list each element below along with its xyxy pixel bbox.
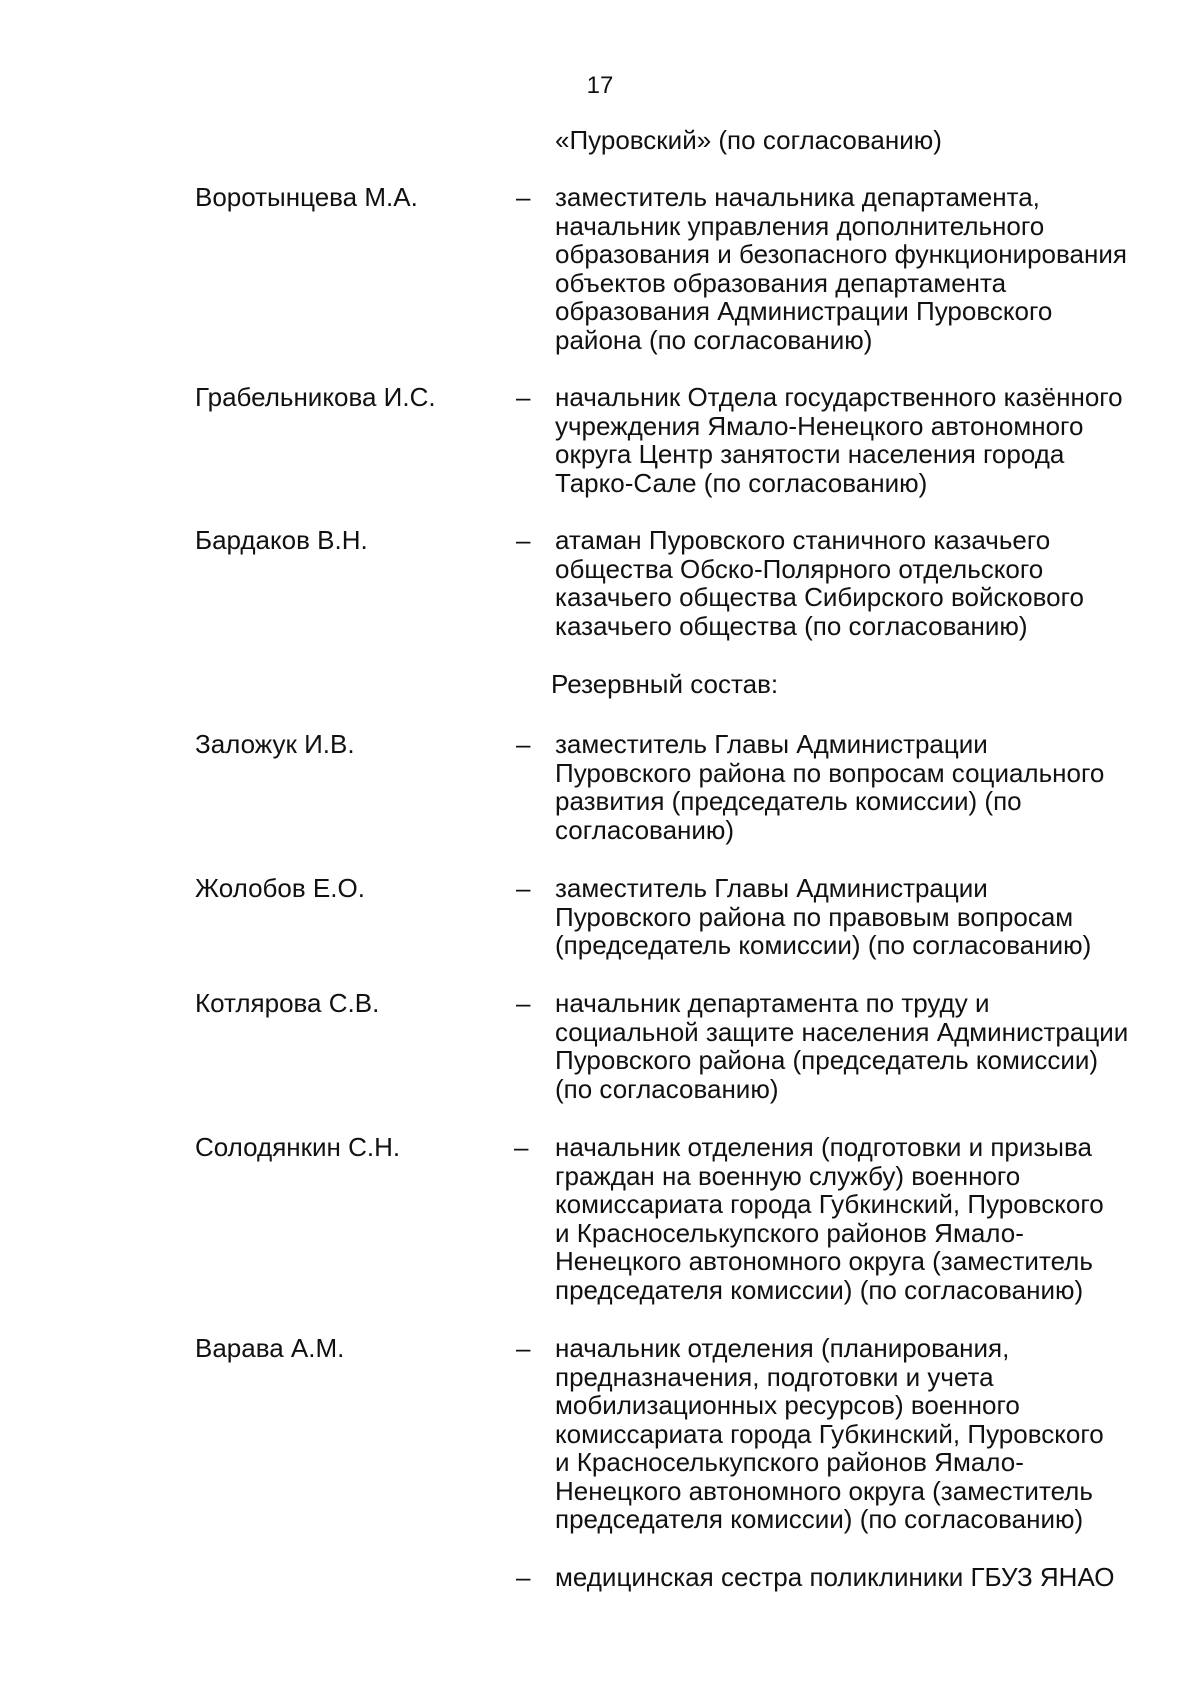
dash: – [516,182,531,212]
member-description: заместитель начальника департамента, начальник управления дополнительного образования и безопасного функционирования объектов образования департамента образования Администрации Пуровского района (по согласованию) [555,182,1127,355]
member-name: Солодянкин С.Н. [195,1132,401,1162]
member-name: Заложук И.В. [195,729,355,759]
member-description: заместитель Главы Администрации Пуровского района по правовым вопросам (председатель комиссии) (по согласованию) [555,873,1092,960]
member-description: медицинская сестра поликлиники ГБУЗ ЯНАО [555,1562,1115,1592]
member-name: Котлярова С.В. [195,988,380,1018]
dash: – [516,873,531,903]
member-description: начальник отделения (планирования, предназначения, подготовки и учета мобилизационных ресурсов) военного комиссариата города Губкинский, Пуровского и Красноселькупского районов Ямало- Ненецкого автономного округа (заместитель председателя комиссии) (по согласованию) [555,1333,1104,1534]
member-name: Грабельникова И.С. [195,382,436,412]
continuation-text: «Пуровский» (по согласованию) [555,125,942,155]
dash: – [516,1333,531,1363]
dash: – [516,988,531,1018]
dash: – [516,525,531,555]
dash: – [516,1562,531,1592]
member-description: начальник департамента по труду и социальной защите населения Администрации Пуровского района (председатель комиссии) (по согласованию) [555,988,1129,1104]
dash: – [516,729,531,759]
dash: – [514,1132,529,1162]
dash: – [516,382,531,412]
member-name: Воротынцева М.А. [195,182,418,212]
member-description: заместитель Главы Администрации Пуровского района по вопросам социального развития (председатель комиссии) (по согласованию) [555,729,1105,845]
member-description: начальник Отдела государственного казённого учреждения Ямало-Ненецкого автономного округа Центр занятости населения города Тарко-Сале (по согласованию) [555,382,1123,498]
member-name: Варава А.М. [195,1333,345,1363]
member-name: Жолобов Е.О. [195,873,365,903]
member-description: атаман Пуровского станичного казачьего общества Обско-Полярного отдельского казачьего общества Сибирского войскового казачьего общества (по согласованию) [555,525,1084,641]
member-description: начальник отделения (подготовки и призыва граждан на военную службу) военного комиссариата города Губкинский, Пуровского и Красноселькупского районов Ямало- Ненецкого автономного округа (заместитель председателя комиссии) (по согласованию) [555,1132,1104,1305]
page-number: 17 [586,72,614,99]
member-name: Бардаков В.Н. [195,525,368,555]
reserve-heading: Резервный состав: [551,669,779,699]
